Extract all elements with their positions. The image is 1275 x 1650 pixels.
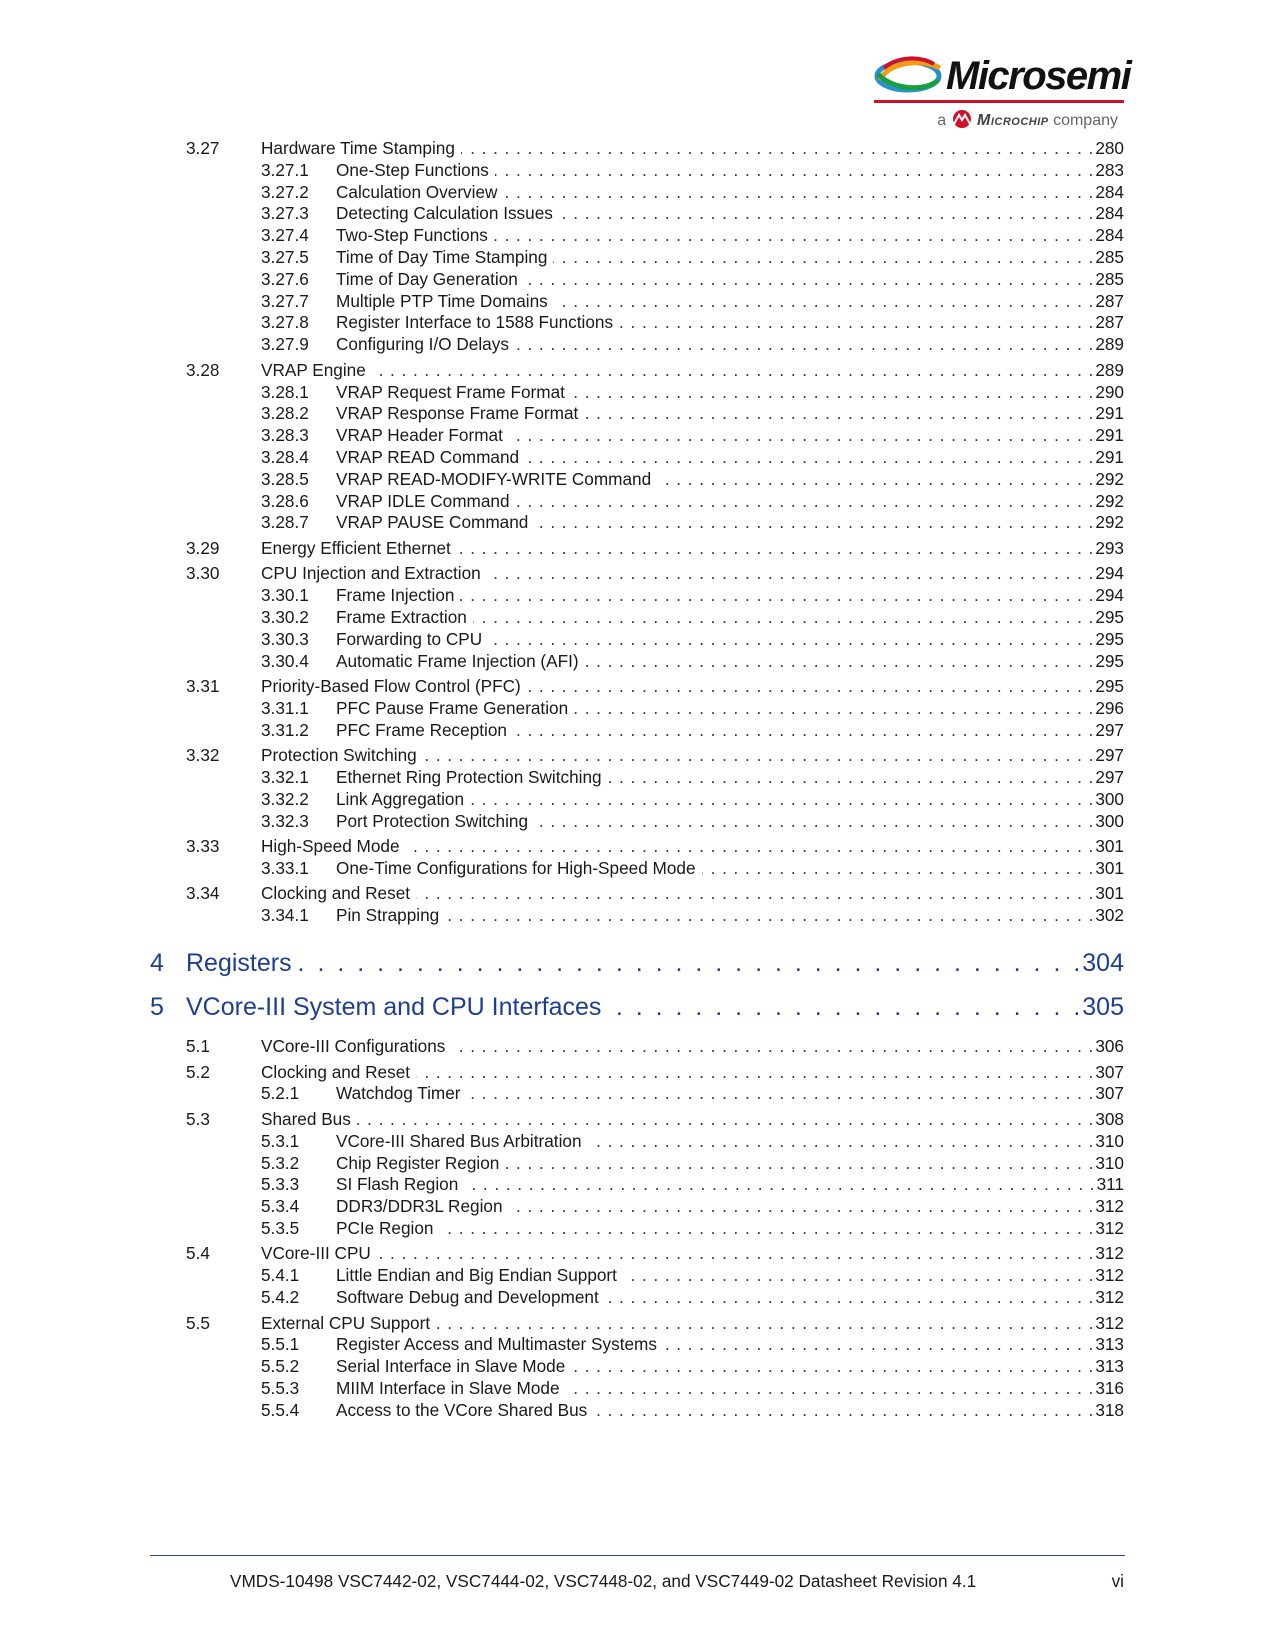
toc-entry-number: 3.28.4	[261, 446, 309, 467]
toc-entry[interactable]	[186, 537, 1124, 559]
toc-entry-number: 3.33.1	[261, 857, 309, 878]
toc-entry[interactable]	[261, 159, 1124, 181]
toc-leader-dots	[566, 1377, 1094, 1399]
toc-leader-dots	[527, 675, 1094, 697]
toc-entry-number: 5.3.4	[261, 1196, 300, 1217]
toc-entry-title[interactable]: High-Speed Mode	[261, 836, 400, 856]
toc-leader-dots	[377, 1242, 1093, 1264]
toc-leader-dots	[457, 537, 1094, 559]
toc-entry[interactable]	[261, 1082, 1124, 1104]
toc-entry-title[interactable]: SI Flash Region	[336, 1174, 459, 1195]
toc-entry[interactable]	[261, 1399, 1124, 1421]
toc-entry-number: 5.5.3	[261, 1377, 300, 1398]
toc-entry-page[interactable]: 312	[1095, 1217, 1124, 1238]
toc-entry[interactable]	[261, 246, 1124, 268]
toc-entry[interactable]	[186, 359, 1124, 381]
toc-entry-page[interactable]: 304	[1082, 949, 1124, 978]
toc-leader-dots	[487, 562, 1094, 584]
toc-leader-dots	[406, 835, 1094, 857]
toc-leader-dots	[298, 948, 1081, 978]
toc-entry[interactable]	[261, 719, 1124, 741]
toc-leader-dots	[509, 424, 1093, 446]
toc-entry-title[interactable]: Priority-Based Flow Control (PFC)	[261, 676, 521, 696]
toc-entry-page[interactable]: 295	[1095, 676, 1124, 696]
toc-entry-page[interactable]: 297	[1095, 719, 1124, 740]
toc-entry[interactable]	[261, 1152, 1124, 1174]
toc-leader-dots	[593, 1399, 1093, 1421]
toc-entry[interactable]	[261, 1355, 1124, 1377]
toc-entry-number: 3.27.8	[261, 312, 309, 333]
toc-entry-title[interactable]: Time of Day Time Stamping	[336, 247, 548, 267]
toc-entry-number: 5.3	[186, 1108, 210, 1129]
toc-entry[interactable]	[186, 744, 1124, 766]
toc-entry-title[interactable]: Detecting Calculation Issues	[336, 203, 553, 224]
toc-entry-number: 3.28.2	[261, 403, 309, 424]
toc-leader-dots	[534, 810, 1093, 832]
toc-entry-page[interactable]: 290	[1095, 381, 1124, 402]
toc-entry-title[interactable]: Automatic Frame Injection (AFI)	[336, 650, 579, 671]
toc-entry-page[interactable]: 302	[1095, 905, 1124, 926]
toc-entry-number: 5.5	[186, 1312, 210, 1333]
toc-entry-number: 3.27.6	[261, 268, 309, 289]
toc-entry-page[interactable]: 301	[1095, 883, 1124, 904]
toc-entry-title[interactable]: VRAP READ-MODIFY-WRITE Command	[336, 468, 652, 489]
toc-leader-dots	[473, 606, 1093, 628]
toc-leader-dots	[470, 788, 1093, 810]
toc-entry[interactable]	[261, 766, 1124, 788]
toc-entry-title[interactable]: Software Debug and Development	[336, 1287, 599, 1307]
toc-entry-number: 5.2.1	[261, 1083, 300, 1104]
toc-entry[interactable]	[186, 562, 1124, 584]
toc-entry[interactable]	[261, 181, 1124, 203]
toc-entry-number: 3.30.3	[261, 628, 309, 649]
toc-entry-number: 3.27.1	[261, 159, 309, 180]
toc-leader-dots	[436, 1312, 1093, 1334]
toc-entry-page[interactable]: 291	[1095, 425, 1124, 446]
toc-entry-number: 5.5.1	[261, 1334, 300, 1355]
toc-leader-dots	[372, 359, 1094, 381]
toc-entry-title[interactable]: Clocking and Reset	[261, 883, 411, 904]
footer-divider	[150, 1555, 1125, 1556]
toc-entry-page[interactable]: 295	[1095, 628, 1124, 649]
toc-entry-number: 3.27.7	[261, 290, 309, 311]
toc-entry-number: 5.5.4	[261, 1399, 300, 1420]
toc-entry-page[interactable]: 285	[1095, 268, 1124, 289]
toc-leader-dots	[607, 992, 1080, 1022]
toc-entry-page[interactable]: 284	[1095, 225, 1124, 246]
toc-leader-dots	[571, 1355, 1093, 1377]
toc-entry[interactable]	[261, 446, 1124, 468]
toc-entry[interactable]	[261, 1264, 1124, 1286]
toc-entry[interactable]	[261, 584, 1124, 606]
toc-entry-number: 3.32	[186, 745, 220, 766]
toc-entry-title[interactable]: VCore-III Configurations	[261, 1036, 446, 1057]
toc-entry-title[interactable]: PFC Frame Reception	[336, 719, 507, 740]
toc-entry-page[interactable]: 296	[1095, 697, 1124, 718]
toc-entry-title[interactable]: VCore-III System and CPU Interfaces	[186, 993, 602, 1022]
toc-entry-page[interactable]: 289	[1095, 359, 1124, 380]
toc-leader-dots	[451, 1035, 1093, 1057]
toc-entry-number: 3.30.2	[261, 606, 309, 627]
toc-entry-title[interactable]: Little Endian and Big Endian Support	[336, 1265, 617, 1286]
toc-entry[interactable]	[261, 290, 1124, 312]
toc-entry-number: 3.32.1	[261, 766, 309, 787]
toc-leader-dots	[467, 1082, 1094, 1104]
toc-entry-number: 3.32.3	[261, 810, 309, 831]
toc-leader-dots	[461, 137, 1093, 159]
tagline-suffix: company	[1053, 112, 1118, 129]
toc-entry[interactable]	[261, 904, 1124, 926]
toc-entry[interactable]	[261, 490, 1124, 512]
toc-leader-dots	[445, 904, 1093, 926]
toc-leader-dots	[702, 857, 1094, 879]
toc-entry-title[interactable]: Forwarding to CPU	[336, 628, 483, 649]
toc-entry-number: 5	[150, 993, 164, 1022]
toc-entry-title[interactable]: Protection Switching	[261, 745, 417, 766]
toc-entry-title[interactable]: Calculation Overview	[336, 181, 498, 202]
toc-entry-title[interactable]: Frame Extraction	[336, 606, 467, 627]
toc-entry-page[interactable]: 305	[1082, 993, 1124, 1022]
toc-entry-number: 3.28.1	[261, 381, 309, 402]
toc-leader-dots	[553, 246, 1093, 268]
toc-leader-dots	[608, 766, 1094, 788]
toc-entry-number: 5.4	[186, 1243, 210, 1264]
toc-entry-page[interactable]: 312	[1095, 1243, 1124, 1264]
toc-entry-title[interactable]: Access to the VCore Shared Bus	[336, 1399, 588, 1420]
toc-entry-number: 3.28.6	[261, 490, 309, 511]
toc-entry-page[interactable]: 284	[1095, 203, 1124, 224]
toc-entry-page[interactable]: 300	[1095, 788, 1124, 809]
toc-entry-title[interactable]: Energy Efficient Ethernet	[261, 537, 451, 558]
toc-entry-number: 3.30.4	[261, 650, 309, 671]
toc-entry[interactable]	[261, 202, 1124, 224]
toc-leader-dots	[515, 333, 1093, 355]
toc-leader-dots	[416, 882, 1093, 904]
toc-entry-number: 5.3.5	[261, 1217, 300, 1238]
microchip-icon	[951, 110, 973, 128]
toc-entry-title[interactable]: PFC Pause Frame Generation	[336, 697, 569, 718]
toc-leader-dots	[554, 290, 1094, 312]
toc-entry-title[interactable]: VRAP Response Frame Format	[336, 403, 579, 424]
toc-entry-title[interactable]: One-Time Configurations for High-Speed Mode	[336, 857, 696, 878]
toc-leader-dots	[423, 744, 1094, 766]
toc-entry-title[interactable]: Watchdog Timer	[336, 1083, 461, 1104]
toc-entry-title[interactable]: Link Aggregation	[336, 788, 465, 809]
toc-entry-number: 3.27.9	[261, 334, 309, 355]
toc-entry-title[interactable]: Pin Strapping	[336, 905, 440, 926]
toc-entry-number: 3.33	[186, 836, 220, 856]
toc-entry-page[interactable]: 312	[1095, 1287, 1124, 1307]
toc-entry-title[interactable]: VRAP PAUSE Command	[336, 512, 529, 533]
toc-entry-number: 3.27.5	[261, 247, 309, 267]
toc-entry-number: 5.1	[186, 1036, 210, 1057]
toc-entry-page[interactable]: 295	[1095, 650, 1124, 671]
toc-entry[interactable]	[150, 992, 1124, 1022]
toc-leader-dots	[663, 1333, 1093, 1355]
toc-entry-number: 3.28	[186, 359, 220, 380]
toc-entry-page[interactable]: 300	[1095, 810, 1124, 831]
toc-entry[interactable]	[261, 1286, 1124, 1308]
footer-document-title: VMDS-10498 VSC7442-02, VSC7444-02, VSC7448-02, and VSC7449-02 Datasheet Revision 4.1	[230, 1571, 977, 1591]
toc-entry-page[interactable]: 301	[1095, 857, 1124, 878]
toc-entry[interactable]	[150, 948, 1124, 978]
toc-entry-title[interactable]: Register Access and Multimaster Systems	[336, 1334, 657, 1355]
toc-entry-page[interactable]: 287	[1095, 290, 1124, 311]
toc-entry-title[interactable]: VCore-III CPU	[261, 1243, 371, 1264]
brand-tagline	[937, 110, 1118, 131]
toc-entry-page[interactable]: 307	[1095, 1083, 1124, 1104]
toc-entry-number: 3.31.2	[261, 719, 309, 740]
toc-entry-title[interactable]: One-Step Functions	[336, 159, 489, 180]
toc-leader-dots	[439, 1217, 1093, 1239]
toc-entry-page[interactable]: 291	[1095, 403, 1124, 424]
toc-entry-page[interactable]: 292	[1095, 512, 1124, 533]
toc-entry[interactable]	[186, 1242, 1124, 1264]
toc-entry[interactable]	[261, 402, 1124, 424]
toc-entry-number: 3.30.1	[261, 585, 309, 606]
toc-leader-dots	[574, 697, 1093, 719]
toc-entry-title[interactable]: Time of Day Generation	[336, 268, 518, 289]
toc-entry-page[interactable]: 312	[1095, 1312, 1124, 1333]
toc-entry[interactable]	[261, 810, 1124, 832]
toc-entry-page[interactable]: 313	[1095, 1334, 1124, 1355]
toc-entry-number: 5.3.3	[261, 1174, 300, 1195]
toc-entry-number: 3.31.1	[261, 697, 309, 718]
toc-entry-title[interactable]: MIIM Interface in Slave Mode	[336, 1377, 560, 1398]
toc-entry-title[interactable]: Configuring I/O Delays	[336, 334, 509, 355]
toc-entry[interactable]	[261, 1217, 1124, 1239]
toc-entry-page[interactable]: 280	[1095, 138, 1124, 158]
toc-entry[interactable]	[261, 1333, 1124, 1355]
toc-leader-dots	[416, 1061, 1093, 1083]
toc-entry-page[interactable]: 292	[1095, 468, 1124, 489]
toc-entry-page[interactable]: 292	[1095, 490, 1124, 511]
toc-leader-dots	[505, 1152, 1093, 1174]
toc-entry-number: 3.34	[186, 883, 220, 904]
toc-entry-page[interactable]: 307	[1095, 1061, 1124, 1082]
toc-entry[interactable]	[186, 835, 1124, 857]
toc-entry-title[interactable]: Frame Injection	[336, 585, 455, 606]
toc-entry-page[interactable]: 316	[1095, 1377, 1124, 1398]
toc-entry[interactable]	[261, 224, 1124, 246]
toc-entry-page[interactable]: 318	[1095, 1399, 1124, 1420]
toc-entry-number: 3.30	[186, 563, 220, 584]
toc-leader-dots	[357, 1108, 1093, 1130]
toc-entry[interactable]	[261, 424, 1124, 446]
toc-leader-dots	[588, 1130, 1094, 1152]
toc-entry-number: 5.3.1	[261, 1130, 300, 1151]
toc-entry-number: 3.31	[186, 676, 220, 696]
toc-leader-dots	[657, 468, 1093, 490]
toc-leader-dots	[585, 650, 1094, 672]
tagline-brand: Microchip	[977, 112, 1049, 129]
toc-entry[interactable]	[261, 788, 1124, 810]
toc-leader-dots	[524, 268, 1093, 290]
toc-entry[interactable]	[261, 468, 1124, 490]
toc-entry-number: 5.2	[186, 1061, 210, 1082]
toc-entry-page[interactable]: 313	[1095, 1356, 1124, 1377]
toc-leader-dots	[525, 446, 1093, 468]
toc-entry-number: 3.29	[186, 537, 220, 558]
toc-entry-number: 5.3.2	[261, 1152, 300, 1173]
toc-leader-dots	[571, 381, 1093, 403]
toc-entry-title[interactable]: VRAP READ Command	[336, 446, 520, 467]
toc-leader-dots	[623, 1264, 1093, 1286]
toc-entry-title[interactable]: VRAP Request Frame Format	[336, 381, 565, 402]
toc-entry-title[interactable]: VRAP IDLE Command	[336, 490, 510, 511]
toc-leader-dots	[584, 402, 1093, 424]
toc-entry[interactable]	[186, 1061, 1124, 1083]
toc-entry-number: 3.28.3	[261, 425, 309, 446]
toc-leader-dots	[488, 628, 1093, 650]
toc-entry-title[interactable]: Clocking and Reset	[261, 1061, 411, 1082]
toc-entry-title[interactable]: VRAP Header Format	[336, 425, 503, 446]
toc-entry[interactable]	[186, 1108, 1124, 1130]
toc-leader-dots	[513, 719, 1093, 741]
toc-entry[interactable]	[261, 311, 1124, 333]
toc-entry-page[interactable]: 297	[1095, 766, 1124, 787]
toc-entry-number: 5.5.2	[261, 1356, 300, 1377]
toc-entry-page[interactable]: 285	[1095, 247, 1124, 267]
footer-page-number: vi	[1111, 1571, 1124, 1591]
toc-entry[interactable]	[261, 268, 1124, 290]
toc-entry-number: 3.27.2	[261, 181, 309, 202]
toc-entry-title[interactable]: DDR3/DDR3L Region	[336, 1196, 503, 1217]
toc-entry-page[interactable]: 284	[1095, 181, 1124, 202]
toc-entry-title[interactable]: CPU Injection and Extraction	[261, 563, 481, 584]
toc-entry-page[interactable]: 301	[1095, 836, 1124, 856]
toc-entry-title[interactable]: Chip Register Region	[336, 1152, 500, 1173]
toc-leader-dots	[534, 511, 1093, 533]
toc-entry[interactable]	[261, 1173, 1124, 1195]
toc-leader-dots	[516, 490, 1094, 512]
toc-entry-title[interactable]: Multiple PTP Time Domains	[336, 290, 548, 311]
toc-leader-dots	[495, 159, 1093, 181]
company-logo	[874, 52, 1131, 132]
toc-leader-dots	[464, 1173, 1094, 1195]
toc-entry-title[interactable]: Port Protection Switching	[336, 810, 529, 831]
toc-entry-number: 3.28.5	[261, 468, 309, 489]
toc-entry[interactable]	[261, 333, 1124, 355]
toc-entry-title[interactable]: Register Interface to 1588 Functions	[336, 312, 614, 333]
toc-entry-page[interactable]: 294	[1095, 585, 1124, 606]
toc-entry-title[interactable]: Hardware Time Stamping	[261, 138, 455, 158]
toc-entry-page[interactable]: 293	[1095, 537, 1124, 558]
toc-entry-title[interactable]: Registers	[186, 949, 292, 978]
toc-entry-title[interactable]: Shared Bus	[261, 1108, 351, 1129]
toc-entry-page[interactable]: 291	[1095, 446, 1124, 467]
toc-entry-page[interactable]: 289	[1095, 334, 1124, 355]
toc-leader-dots	[619, 311, 1093, 333]
toc-entry-number: 5.4.1	[261, 1265, 300, 1286]
toc-entry-page[interactable]: 306	[1095, 1036, 1124, 1057]
toc-entry[interactable]	[261, 1377, 1124, 1399]
toc-entry[interactable]	[261, 1195, 1124, 1217]
toc-entry-page[interactable]: 311	[1096, 1174, 1124, 1195]
toc-entry-title[interactable]: External CPU Support	[261, 1312, 431, 1333]
brand-name: Microsemi	[946, 54, 1131, 98]
microsemi-swoosh-icon	[874, 54, 946, 98]
toc-entry-number: 3.32.2	[261, 788, 309, 809]
toc-leader-dots	[460, 584, 1093, 606]
toc-entry[interactable]	[261, 1130, 1124, 1152]
toc-entry-number: 5.4.2	[261, 1287, 300, 1307]
toc-entry-page[interactable]: 283	[1095, 159, 1124, 180]
toc-entry-page[interactable]: 310	[1095, 1152, 1124, 1173]
toc-entry-page[interactable]: 295	[1095, 606, 1124, 627]
toc-entry-title[interactable]: Ethernet Ring Protection Switching	[336, 766, 602, 787]
toc-entry[interactable]	[261, 381, 1124, 403]
toc-leader-dots	[494, 224, 1093, 246]
toc-entry-number: 4	[150, 949, 164, 978]
logo-rule	[874, 100, 1124, 103]
toc-entry-page[interactable]: 312	[1095, 1265, 1124, 1286]
toc-entry[interactable]	[261, 606, 1124, 628]
toc-entry-number: 3.28.7	[261, 512, 309, 533]
toc-entry-page[interactable]: 287	[1095, 312, 1124, 333]
toc-entry[interactable]	[261, 650, 1124, 672]
toc-entry-page[interactable]: 312	[1095, 1196, 1124, 1217]
toc-entry[interactable]	[186, 137, 1124, 159]
toc-entry-number: 3.34.1	[261, 905, 309, 926]
toc-entry-title[interactable]: PCIe Region	[336, 1217, 434, 1238]
toc-leader-dots	[503, 181, 1093, 203]
toc-entry-page[interactable]: 308	[1095, 1108, 1124, 1129]
toc-leader-dots	[509, 1195, 1094, 1217]
toc-entry-number: 3.27.4	[261, 225, 309, 246]
toc-entry-title[interactable]: Serial Interface in Slave Mode	[336, 1356, 566, 1377]
toc-entry[interactable]	[261, 628, 1124, 650]
toc-entry[interactable]	[186, 1312, 1124, 1334]
toc-entry-number: 3.27.3	[261, 203, 309, 224]
toc-leader-dots	[605, 1286, 1094, 1308]
toc-entry-title[interactable]: VCore-III Shared Bus Arbitration	[336, 1130, 582, 1151]
toc-entry[interactable]	[186, 675, 1124, 697]
toc-entry-title[interactable]: VRAP Engine	[261, 359, 366, 380]
tagline-prefix: a	[937, 112, 947, 129]
toc-entry-title[interactable]: Two-Step Functions	[336, 225, 488, 246]
toc-entry[interactable]	[186, 1035, 1124, 1057]
toc-entry-number: 3.27	[186, 138, 220, 158]
toc-leader-dots	[559, 202, 1093, 224]
toc-entry[interactable]	[261, 511, 1124, 533]
toc-entry-page[interactable]: 294	[1095, 563, 1124, 584]
toc-entry[interactable]	[261, 697, 1124, 719]
toc-entry-page[interactable]: 297	[1095, 745, 1124, 766]
toc-entry[interactable]	[186, 882, 1124, 904]
toc-entry[interactable]	[261, 857, 1124, 879]
toc-entry-page[interactable]: 310	[1095, 1130, 1124, 1151]
